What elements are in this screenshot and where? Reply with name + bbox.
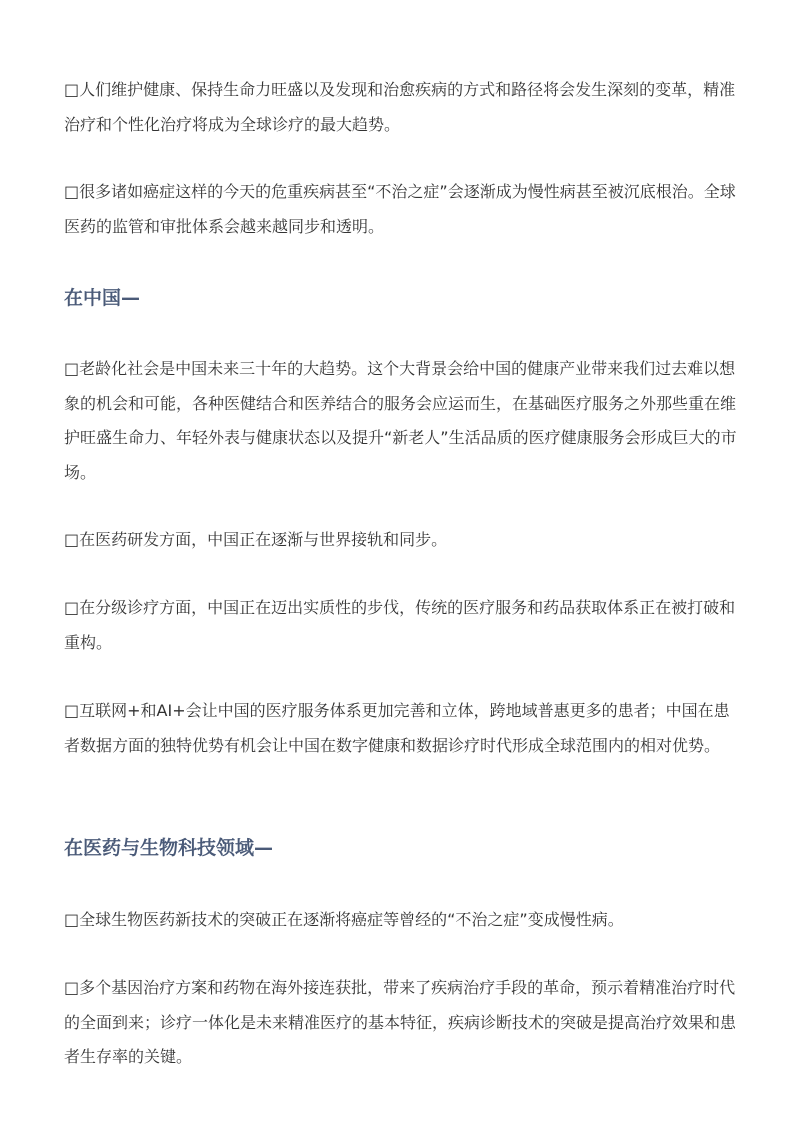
paragraph-gene-therapy: □多个基因治疗方案和药物在海外接连获批，带来了疾病治疗手段的革命，预示着精准治疗时代的全面到来；诊疗一体化是未来精准医疗的基本特征，疾病诊断技术的突破是提高治疗效果和患者生存率的关键。: [64, 978, 737, 1066]
heading-in-china: 在中国—: [64, 287, 141, 309]
paragraph-disease-cure: □很多诸如癌症这样的今天的危重疾病甚至“不治之症”会逐渐成为慢性病甚至被沉底根治。全球医药的监管和审批体系会越来越同步和透明。: [64, 182, 736, 236]
paragraph-internet-ai: □互联网+和AI+会让中国的医疗服务体系更加完善和立体，跨地域普惠更多的患者；中国在患者数据方面的独特优势有机会让中国在数字健康和数据诊疗时代形成全球范围内的相对优势。: [64, 701, 730, 755]
paragraph-health-trend: □人们维护健康、保持生命力旺盛以及发现和治愈疾病的方式和路径将会发生深刻的变革，精准治疗和个性化治疗将成为全球诊疗的最大趋势。: [64, 80, 736, 134]
paragraph-tiered-care: □在分级诊疗方面，中国正在迈出实质性的步伐，传统的医疗服务和药品获取体系正在被打破和重构。: [64, 598, 736, 652]
paragraph-aging-society: □老龄化社会是中国未来三十年的大趋势。这个大背景会给中国的健康产业带来我们过去难以想象的机会和可能，各种医健结合和医养结合的服务会应运而生，在基础医疗服务之外那些重在维护旺盛生命力、年轻外表与健康状态以及提升“新老人”生活品质的医疗健康服务会形成巨大的市场。: [64, 359, 737, 482]
paragraph-biotech-breakthrough: □全球生物医药新技术的突破正在逐渐将癌症等曾经的“不治之症”变成慢性病。: [64, 910, 624, 929]
heading-biotech: 在医药与生物科技领域—: [64, 837, 274, 859]
paragraph-drug-rd: □在医药研发方面，中国正在逐渐与世界接轨和同步。: [64, 530, 448, 549]
